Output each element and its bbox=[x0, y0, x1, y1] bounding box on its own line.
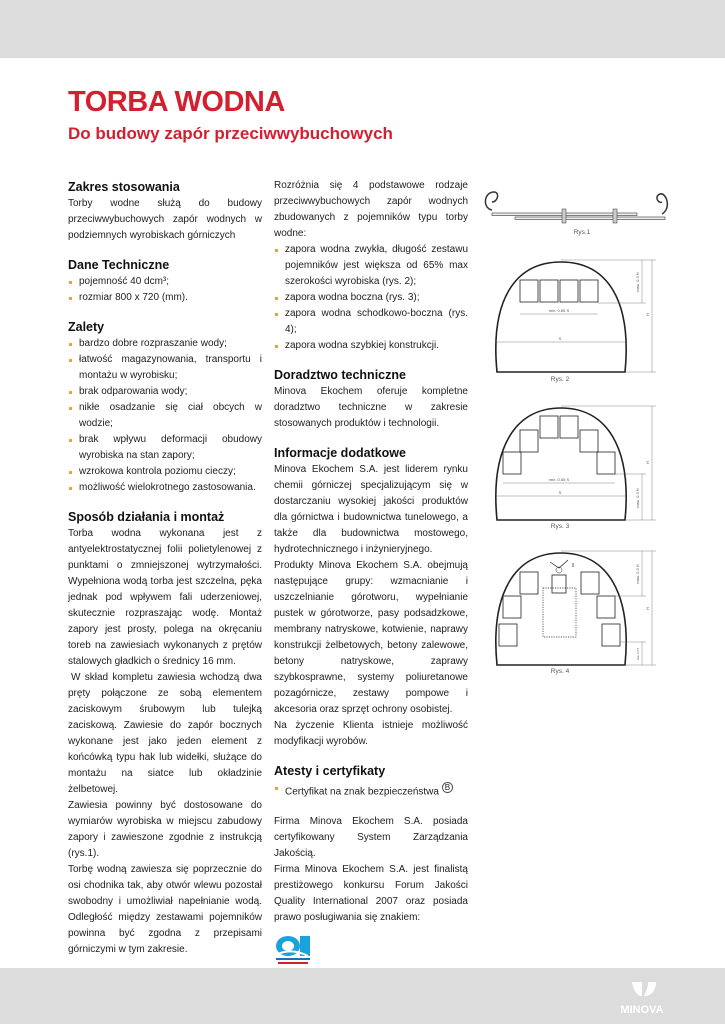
list-item: bardzo dobre rozpraszanie wody; bbox=[68, 336, 262, 352]
zakres-text: Torby wodne służą do budowy przeciwwybuchowych zapór wodnych w podziemnych wyrobiskach górniczych bbox=[68, 198, 262, 241]
rys2-max-label: max. 0.3 H bbox=[635, 272, 640, 292]
list-item: zapora wodna boczna (rys. 3); bbox=[274, 290, 468, 306]
list-item: łatwość magazynowania, transportu i montażu w wyrobisku; bbox=[68, 352, 262, 384]
rys4-max-label: max. 0.3 H bbox=[635, 564, 640, 584]
dane-list bbox=[68, 274, 262, 306]
list-item: nikłe osadzanie się ciał obcych w wodzie; bbox=[68, 400, 262, 432]
list-item: brak wpływu deformacji obudowy wyrobiska na stan zapory; bbox=[68, 432, 262, 464]
figure-rys1 bbox=[485, 192, 667, 223]
column-middle bbox=[274, 178, 468, 972]
atesty-p1: Firma Minova Ekochem S.A. posiada certyfikowany System Zarządzania Jakością. bbox=[274, 816, 468, 860]
info-p1: Minova Ekochem S.A. jest liderem rynku chemii górniczej specjalizującym się w dostarczaniu wysokiej jakości produktów dla górnictwa i budownictwa tunelowego, a także dla budownictwa mostowego, hydrotechnicznego i inżynieryjnego. bbox=[274, 464, 468, 555]
list-item: wzrokowa kontrola poziomu cieczy; bbox=[68, 464, 262, 480]
heading-dane: Dane Techniczne bbox=[68, 258, 170, 272]
list-item: pojemność 40 dcm³; bbox=[68, 274, 262, 290]
minova-logo-text: MINOVA bbox=[620, 1004, 664, 1016]
page-title: TORBA WODNA bbox=[68, 86, 285, 118]
rys2-s-label: S bbox=[558, 336, 562, 341]
heading-sposob: Sposób działania i montaż bbox=[68, 510, 225, 524]
safety-mark-icon: B bbox=[442, 782, 453, 793]
sposob-p3: Zawiesia powinny być dostosowane do wymiarów wyrobiska w miejscu zabudowy zapory i zawieszone zgodnie z instrukcją (rys.1). bbox=[68, 800, 262, 859]
rys1-label: Rys.1 bbox=[573, 229, 591, 236]
info-p2: Produkty Minova Ekochem S.A. obejmują następujące grupy: wzmacnianie i uszczelnianie górotworu, wypełnianie pustek w górotworze, pasy podsadzkowe, membrany natryskowe, kotwienie, naprawy konstrukcji żelbetowych, betony zalewowe, betony natryskowe, zaprawy szybkosprawne, systemy poliuretanowe pozagórnicze, zestawy pompowe i akcesoria oraz sprzęt ochrony osobistej. bbox=[274, 560, 468, 715]
list-item: możliwość wielokrotnego zastosowania. bbox=[68, 480, 262, 496]
figures-diagrams bbox=[480, 180, 680, 680]
list-item: zapora wodna schodkowo-boczna (rys. 4); bbox=[274, 306, 468, 338]
heading-doradztwo: Doradztwo techniczne bbox=[274, 368, 406, 382]
rys3-max-label: max. 0.3 H bbox=[635, 488, 640, 508]
rys4-label: Rys. 4 bbox=[550, 668, 570, 675]
top-band bbox=[0, 0, 725, 58]
sposob-p2: W skład kompletu zawiesia wchodzą dwa pręty połączone ze sobą elementem zaciskowym śrubowym lub tulejką zaciskową. Zawiesie do zapór bocznych wykonane jest jako jeden element z końcówką typu hak lub widełki, służące do montażu na siatce lub okładzinie żelbetowej. bbox=[68, 672, 262, 795]
doradztwo-text: Minova Ekochem oferuje kompletne doradztwo techniczne w zakresie stosowanych produktów i technologii. bbox=[274, 386, 468, 429]
rys2-label: Rys. 2 bbox=[550, 376, 570, 383]
figure-rys2 bbox=[495, 260, 656, 372]
info-p3: Na życzenie Klienta istnieje możliwość modyfikacji wyrobów. bbox=[274, 720, 468, 747]
figure-rys3 bbox=[495, 406, 656, 520]
rys2-min-label: min. 0.65 S bbox=[548, 308, 570, 313]
list-item: brak odparowania wody; bbox=[68, 384, 262, 400]
rys2-h-label: H bbox=[645, 313, 650, 316]
column-left bbox=[68, 178, 262, 958]
heading-info: Informacje dodatkowe bbox=[274, 446, 406, 460]
list-item: zapora wodna szybkiej konstrukcji. bbox=[274, 338, 468, 354]
zalety-list bbox=[68, 336, 262, 496]
rys3-min-label: min. 0.65 S bbox=[548, 477, 570, 482]
sposob-p1: Torba wodna wykonana jest z antyelektrostatycznej folii polietylenowej z punktami o zmniejszonej wytrzymałości. Wypełniona wodą torba jest szczelna, pęka jednak pod wpływem fali uderzeniowej, skutecznie rozpraszając wodę. Montaż zapory jest prosty, polega na okręcaniu toreb na zawiesiach wykonanych z prętów stalowych gładkich o średnicy 16 mm. bbox=[68, 528, 262, 667]
types-list bbox=[274, 242, 468, 354]
rys3-h-label: H bbox=[645, 461, 650, 464]
rys4-max-bottom-label: max. 0.3 H bbox=[637, 647, 640, 661]
heading-atesty: Atesty i certyfikaty bbox=[274, 764, 386, 778]
atesty-list bbox=[274, 780, 468, 800]
page-subtitle: Do budowy zapór przeciwwybuchowych bbox=[68, 124, 393, 143]
rys4-h-label: H bbox=[645, 607, 650, 610]
atesty-p2: Firma Minova Ekochem S.A. jest finalistą prestiżowego konkursu Forum Jakości Quality International 2007 oraz posiada prawo posługiwania się znakiem: bbox=[274, 864, 468, 924]
quality-international-logo bbox=[274, 934, 312, 966]
rys3-label: Rys. 3 bbox=[550, 523, 570, 530]
list-item bbox=[274, 780, 468, 800]
list-item: zapora wodna zwykła, długość zestawu pojemników jest większa od 65% max szerokości wyrobiska (rys. 2); bbox=[274, 242, 468, 290]
certificate-text: Certyfikat na znak bezpieczeństwa bbox=[285, 786, 439, 798]
rys3-s-label: S bbox=[558, 490, 562, 495]
figure-rys4 bbox=[496, 551, 656, 665]
list-item: rozmiar 800 x 720 (mm). bbox=[68, 290, 262, 306]
minova-logo bbox=[612, 978, 672, 1018]
intro-text: Rozróżnia się 4 podstawowe rodzaje przeciwwybuchowych zapór wodnych zbudowanych z pojemników typu torby wodne: bbox=[274, 180, 468, 239]
heading-zalety: Zalety bbox=[68, 320, 105, 334]
heading-zakres: Zakres stosowania bbox=[68, 180, 180, 194]
sposob-p4: Torbę wodną zawiesza się poprzecznie do osi chodnika tak, aby otwór wlewu pozostał swobodny i umożliwiał napełnianie wodą. Odległość między zestawami pojemników powinna być zgodna z przepisami górniczymi w tym zakresie. bbox=[68, 864, 262, 955]
